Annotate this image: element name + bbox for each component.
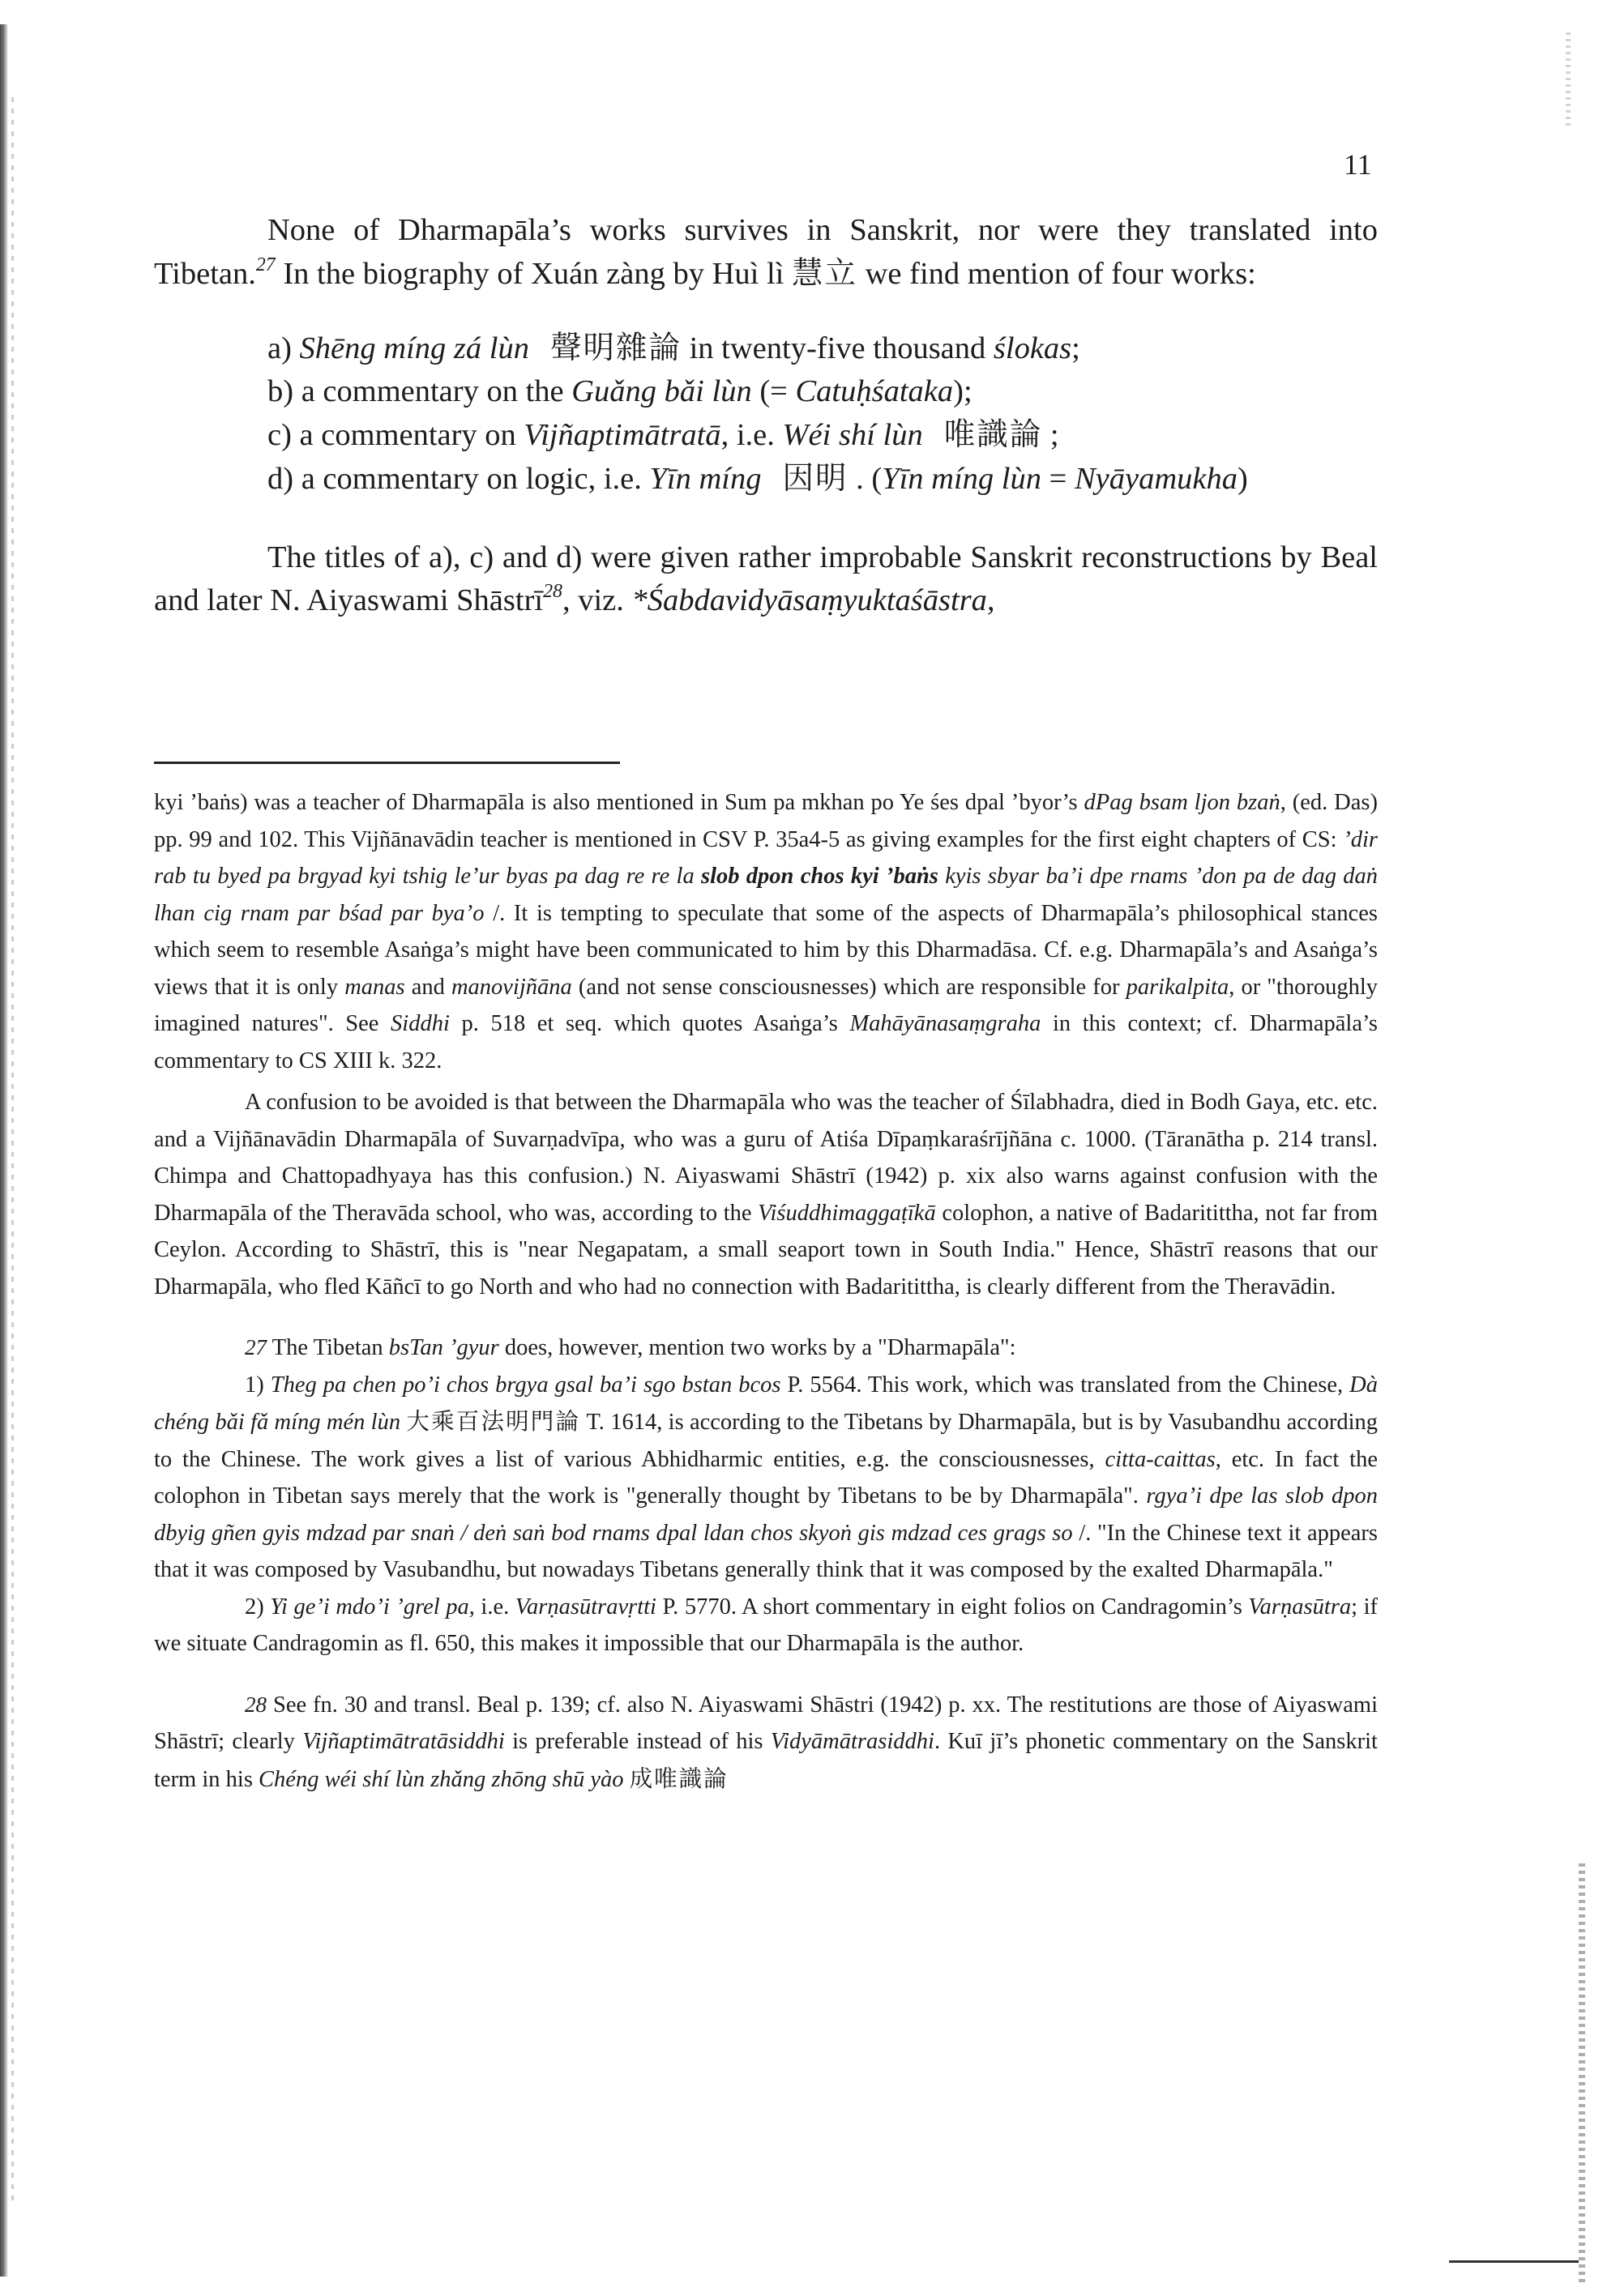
works-list (267, 326, 1378, 501)
list-item-c: c) a commentary on Vijñaptimātratā, i.e. Wéi shí lùn 唯識論 ; (267, 416, 1059, 453)
footnote-continuation-2: A confusion to be avoided is that between the Dharmapāla who was the teacher of Śīlabhadra, died in Bodh Gaya, etc. etc. and a Vijñānavādin Dharmapāla of Suvarṇadvīpa, who was a guru of Atiśa Dīpaṃkaraśrījñāna c. 1000. (Tāranātha p. 214 transl. Chimpa and Chattopadhyaya has this confusion.) N. Aiyaswami Shāstrī (1942) p. xix also warns against confusion with the Dharmapāla of the Theravāda school, who was, according to the Viśuddhimaggaṭīkā colophon, a native of Badaritittha, not far from Ceylon. According to Shāstrī, this is "near Negapatam, a small seaport town in South India." Hence, Shāstrī reasons that our Dharmapāla, who fled Kāñcī to go North and who had no connection with Badaritittha, is clearly different from the Theravādin. (154, 1090, 1378, 1300)
footnote-27-item-1: 1) Theg pa chen po’i chos brgya gsal ba’i sgo bstan bcos P. 5564. This work, which was translated from the Chinese, Dà chéng bǎi fǎ míng mén lùn 大乘百法明門論 T. 1614, is according to the Tibetans by Dharmapāla, but is by Vasubandhu according to the Chinese. The work gives a list of various Abhidharmic entities, e.g. the consciousnesses, citta-caittas, etc. In fact the colophon in Tibetan says merely that the work is "generally thought by Tibetans to be by Dharmapāla". rgya’i dpe las slob dpon dbyig gñen gyis mdzad par snaṅ / deṅ saṅ bod rnams dpal ldan chos skyoṅ gis mdzad ces grags so /. "In the Chinese text it appears that it was composed by Vasubandhu, but nowadays Tibetans generally think that it was composed by the exalted Dharmapāla." (154, 1372, 1378, 1582)
list-item-a: a) Shēng míng zá lùn 聲明雜論 in twenty-five thousand ślokas; (267, 330, 1080, 366)
main-text (154, 209, 1378, 622)
footnote-27: 27 The Tibetan bsTan ’gyur does, however, mention two works by a "Dharmapāla": (245, 1335, 1016, 1360)
cjk-hui-li: 慧立 (791, 255, 857, 292)
list-item-b: b) a commentary on the Guǎng bǎi lùn (= Catuḥśataka); (267, 374, 972, 408)
scan-edge-right (1579, 1863, 1585, 2285)
footnote-28-number: 28 (245, 1692, 267, 1717)
footnote-rule (154, 762, 620, 764)
scan-edge-right-top (1566, 32, 1571, 130)
footnote-27-item-2: 2) Yi ge’i mdo’i ’grel pa, i.e. Varṇasūtravṛtti P. 5770. A short commentary in eight folios on Candragomin’s Varṇasūtra; if we situate Candragomin as fl. 650, this makes it impossible that our Dharmapāla is the author. (154, 1594, 1378, 1656)
body-paragraph-1: None of Dharmapāla’s works survives in Sanskrit, nor were they translated into Tibetan.$^{27}$ In the biography of Xuán zàng by Huì lì 慧立 we find mention of four works: (154, 213, 1378, 292)
scan-edge-left (0, 24, 8, 2277)
footnote-28: 28 See fn. 30 and transl. Beal p. 139; cf. also N. Aiyaswami Shāstri (1942) p. xx. The restitutions are those of Aiyaswami Shāstrī; clearly Vijñaptimātratāsiddhi is preferable instead of his Vidyāmātrasiddhi. Kuī jī’s phonetic commentary on the Sanskrit term in his Chéng wéi shí lùn zhǎng zhōng shū yào 成唯識論 (154, 1692, 1378, 1792)
list-item-d: d) a commentary on logic, i.e. Yīn míng 因明 . (Yīn míng lùn = Nyāyamukha) (267, 460, 1248, 497)
footnote-27-number: 27 (245, 1335, 267, 1359)
footnote-continuation-1: kyi ’baṅs) was a teacher of Dharmapāla is also mentioned in Sum pa mkhan po Ye śes dpal ’byor’s dPag bsam ljon bzaṅ, (ed. Das) pp. 99 and 102. This Vijñānavādin teacher is mentioned in CSV P. 35a4-5 as giving examples for the first eight chapters of CS: ’dir rab tu byed pa brgyad kyi tshig le’ur byas pa dag re re la slob dpon chos kyi ’baṅs kyis sbyar ba’i dpe rnams ’don pa de dag daṅ lhan cig rnam par bśad par bya’o /. It is tempting to speculate that some of the aspects of Dharmapāla’s philosophical stances which seem to resemble Asaṅga’s might have been communicated to him by this Dharmadāsa. Cf. e.g. Dharmapāla’s and Asaṅga’s views that it is only manas and manovijñāna (and not sense consciousnesses) which are responsible for parikalpita, or "thoroughly imagined natures". See Siddhi p. 518 et seq. which quotes Asaṅga’s Mahāyānasaṃgraha in this context; cf. Dharmapāla’s commentary to CS XIII k. 322. (154, 790, 1379, 1073)
footnote-ref-27[interactable]: 27 (255, 254, 276, 275)
page-number: 11 (1344, 148, 1372, 181)
body-paragraph-2: The titles of a), c) and d) were given rather improbable Sanskrit reconstructions by Beal and later N. Aiyaswami Shāstrī$^{28}$, viz. *Śabdavidyāsaṃyuktaśāstra, (154, 540, 1378, 617)
scan-edge-left-marks (11, 97, 14, 2204)
footnote-ref-28[interactable]: 28 (543, 580, 562, 602)
scan-corner-line (1449, 2260, 1579, 2263)
footnotes (154, 784, 1378, 1798)
